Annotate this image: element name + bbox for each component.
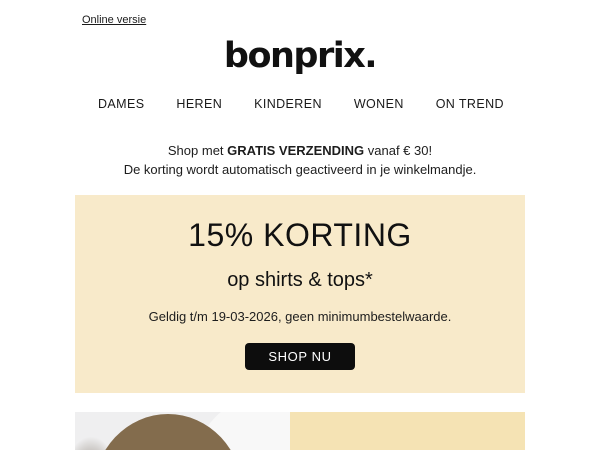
bonprix-logo[interactable]: bonprix. [223, 36, 377, 76]
shipping-note-line1 [0, 142, 600, 161]
main-nav [98, 97, 504, 111]
nav-item-wonen[interactable]: WONEN [353, 97, 404, 111]
promo-subheadline: op shirts & tops* [227, 269, 373, 291]
nav-item-dames[interactable]: DAMES [98, 97, 145, 111]
online-version-link[interactable]: Online versie [82, 14, 147, 26]
shipping-note-line1-prefix: Shop met [167, 143, 228, 158]
promo-headline: 15% KORTING [188, 217, 412, 253]
promo-validity-text: Geldig t/m 19-03-2026, geen minimumbestelwaarde. [148, 309, 452, 324]
shipping-note-line1-bold: GRATIS VERZENDING [227, 143, 365, 158]
teaser-model-photo[interactable] [75, 412, 290, 450]
nav-item-heren[interactable]: HEREN [176, 97, 223, 111]
teaser-row [75, 412, 525, 450]
teaser-beige-panel[interactable] [290, 412, 525, 450]
promo-banner [75, 195, 525, 393]
shipping-note-line2: De korting wordt automatisch geactiveerd in je winkelmandje. [123, 161, 477, 177]
shipping-note [0, 142, 600, 179]
shop-nu-button[interactable]: SHOP NU [245, 343, 355, 370]
nav-item-on-trend[interactable]: ON TREND [435, 97, 504, 111]
shipping-note-line1-suffix: vanaf € 30! [364, 143, 433, 158]
nav-item-kinderen[interactable]: KINDEREN [254, 97, 322, 111]
